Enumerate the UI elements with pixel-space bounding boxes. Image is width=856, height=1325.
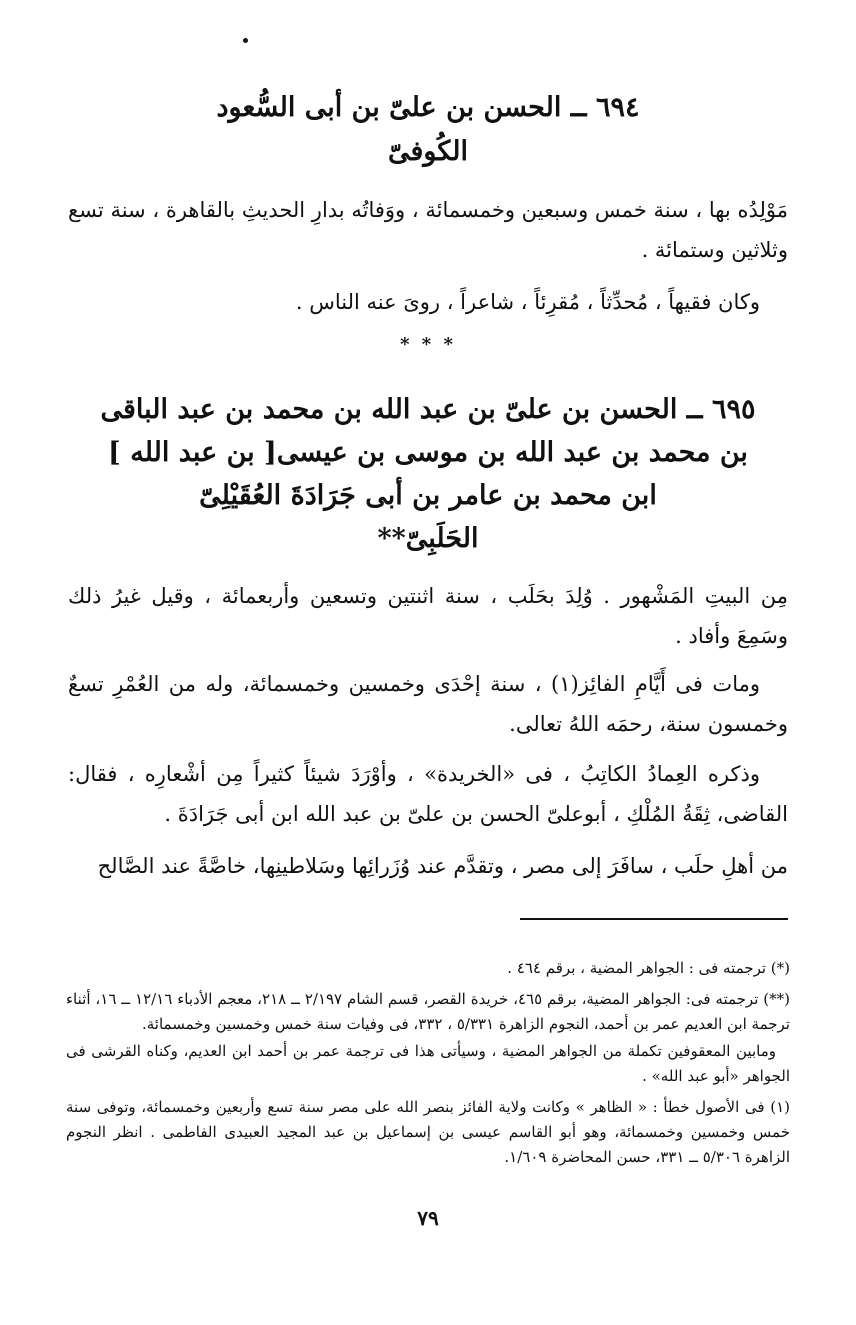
section-separator: * * * <box>400 334 456 355</box>
entry-695-paragraph-1: مِن البيتِ المَشْهور . وُلِدَ بحَلَب ، سنة اثنتين وتسعين وأربعمائة ، وقيل غيرُ ذلك وسَمِعَ وأفاد . <box>68 584 788 648</box>
entry-695-heading-line-1: ٦٩٥ ــ الحسن بن علىّ بن عبد الله بن محمد بن عبد الباقى <box>100 394 756 425</box>
entry-695-heading-line-3: ابن محمد بن عامر بن أبى جَرَادَةَ العُقَيْلِىّ <box>199 480 657 511</box>
footnote-entry-694: (*) ترجمته فى : الجواهر المضية ، برقم ٤٦٤ . <box>507 959 790 977</box>
entry-695-paragraph-4: من أهلِ حلَب ، سافَرَ إلى مصر ، وتقدَّم عند وُزَرائِها وسَلاطينِها، خاصَّةً عند الصَّالح <box>97 854 788 878</box>
entry-694-paragraph-2: وكان فقيهاً ، مُحدِّثاً ، مُقرِئاً ، شاعراً ، روىَ عنه الناس . <box>295 290 760 314</box>
entry-694-heading-line-1: ٦٩٤ ــ الحسن بن علىّ بن أبى السُّعود <box>216 92 640 123</box>
entry-695-paragraph-2: ومات فى أَيَّامِ الفائِز(١) ، سنة إحْدَى وخمسين وخمسمائة، وله من العُمْرِ تسعٌ وخمسون سنة، رحمَه اللهُ تعالى. <box>68 672 788 736</box>
entry-694-heading-line-2: الكُوفىّ <box>388 136 468 167</box>
footnote-entry-695: (**) ترجمته فى: الجواهر المضية، برقم ٤٦٥، خريدة القصر، قسم الشام ٢/١٩٧ ــ ٢١٨، معجم الأدباء ١٢/١٦ ــ ١٦، أثناء ترجمة ابن العديم عمر بن أحمد، النجوم الزاهرة ٥/٣٣١ ، ٣٣٢، فى وفيات سنة خمس وخمسين وخمسمائة. <box>66 990 790 1033</box>
entry-694-paragraph-1: مَوْلِدُه بها ، سنة خمس وسبعين وخمسمائة ، ووَفاتُه بدارِ الحديثِ بالقاهرة ، سنة تسع وثلاثين وستمائة . <box>68 198 788 262</box>
entry-694-heading <box>100 86 756 174</box>
entry-695-paragraph-3: وذكره العِمادُ الكاتِبُ ، فى «الخريدة» ، وأوْرَدَ شيئاً كثيراً مِن أشْعارِه ، فقال: القاضى، ثِقَةُ المُلْكِ ، أبوعلىّ الحسن بن علىّ بن عبد الله ابن أبى جَرَادَةَ . <box>68 762 788 826</box>
entry-695-heading-line-2: بن محمد بن عبد الله بن موسى بن عيسى[ بن عبد الله ] <box>108 437 748 468</box>
page-number: ٧٩ <box>417 1206 439 1230</box>
entry-695-heading-line-4: الحَلَبِىّ** <box>377 523 479 554</box>
footnote-1: (١) فى الأصول خطأ : « الظاهر » وكانت ولاية الفائز بنصر الله على مصر سنة تسع وأربعين وخمسمائة، وتوفى سنة خمس وخمسين وخمسمائة، وهو أبو القاسم عيسى بن إسماعيل بن عبد المجيد العبيدى الفاطمى . انظر النجوم الزاهرة ٥/٣٠٦ ــ ٣٣١، حسن المحاضرة ١/٦٠٩. <box>66 1098 790 1166</box>
footnotes <box>66 956 790 1176</box>
footnote-divider <box>520 918 788 920</box>
footnote-entry-695-continued: ومابين المعقوفين تكملة من الجواهر المضية ، وسيأتى هذا فى ترجمة عمر بن أحمد ابن العديم، وكناه القرشى فى الجواهر «أبو عبد الله» . <box>66 1042 790 1085</box>
entry-695-heading <box>100 388 756 560</box>
ink-speck <box>243 38 248 43</box>
